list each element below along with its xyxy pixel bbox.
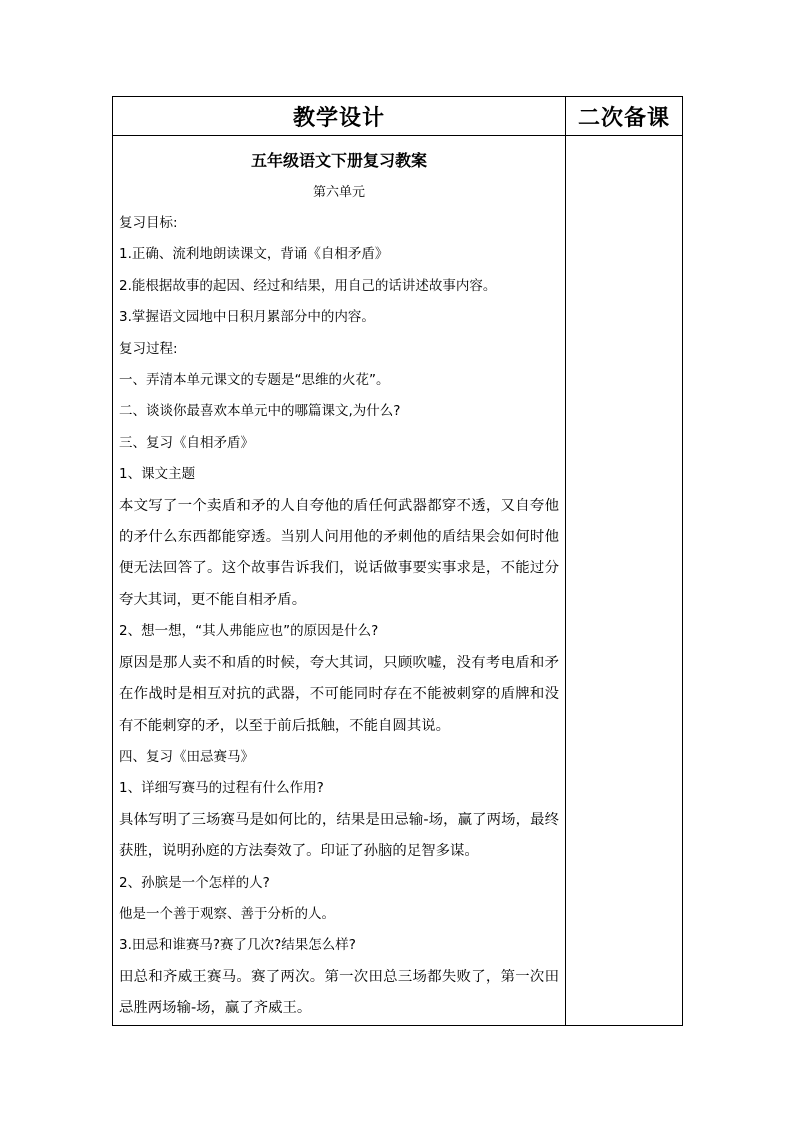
section-4-answer-3: 田总和齐威王赛马。赛了两次。第一次田总三场都失败了，第一次田忌胜两场输-场，赢了齐威王。 bbox=[119, 968, 559, 1017]
header-row bbox=[113, 97, 683, 136]
lesson-plan-table bbox=[112, 96, 683, 1026]
section-3-topic-heading: 1、课文主题 bbox=[119, 466, 196, 483]
section-3-question-2: 2、想一想，“其人弗能应也”的原因是什么? bbox=[119, 623, 379, 640]
teaching-design-content bbox=[113, 136, 565, 1025]
section-3-heading: 三、复习《自相矛盾》 bbox=[119, 434, 254, 451]
goal-2: 2.能根据故事的起因、经过和结果，用自己的话讲述故事内容。 bbox=[119, 277, 497, 294]
section-3-topic-paragraph: 本文写了一个卖盾和矛的人自夸他的盾任何武器都穿不透，又自夸他的矛什么东西都能穿透。当别人问用他的矛刺他的盾结果会如何时他便无法回答了。这个故事告诉我们，说话做事要实事求是，不能过分夸大其词，更不能自相矛盾。 bbox=[119, 497, 559, 608]
section-4-question-2: 2、孙膑是一个怎样的人? bbox=[119, 874, 270, 891]
section-4-question-1: 1、详细写赛马的过程有什么作用? bbox=[119, 780, 324, 797]
header-teaching-design: 教学设计 bbox=[113, 97, 566, 136]
review-goals-heading: 复习目标: bbox=[119, 215, 178, 231]
document-title: 五年级语文下册复习教案 bbox=[250, 151, 427, 170]
header-second-preparation: 二次备课 bbox=[566, 97, 683, 136]
goal-1: 1.正确、流利地朗读课文，背诵《自相矛盾》 bbox=[119, 246, 389, 263]
section-4-answer-1: 具体写明了三场赛马是如何比的，结果是田忌输-场，赢了两场，最终获胜，说明孙庭的方法奏效了。印证了孙脑的足智多谋。 bbox=[119, 811, 559, 860]
section-4-heading: 四、复习《田忌赛马》 bbox=[119, 748, 254, 765]
review-process-heading: 复习过程: bbox=[119, 340, 178, 357]
section-3-answer-2: 原因是那人卖不和盾的时候，夸大其词，只顾吹嘘，没有考电盾和矛在作战时是相互对抗的武器，不可能同时存在不能被刺穿的盾牌和没有不能刺穿的矛，以至于前后抵触，不能自圆其说。 bbox=[119, 654, 559, 734]
section-4-answer-2: 他是一个善于观察、善于分析的人。 bbox=[119, 905, 335, 922]
teaching-design-cell bbox=[113, 136, 566, 1026]
section-4-question-3: 3.田忌和谁赛马?赛了几次?结果怎么样? bbox=[119, 937, 356, 954]
unit-subtitle: 第六单元 bbox=[312, 185, 365, 200]
content-row bbox=[113, 136, 683, 1026]
step-1: 一、弄清本单元课文的专题是“思维的火花”。 bbox=[119, 372, 390, 389]
second-preparation-cell bbox=[566, 136, 683, 1026]
goal-3: 3.掌握语文园地中日积月累部分中的内容。 bbox=[119, 309, 375, 326]
step-2: 二、谈谈你最喜欢本单元中的哪篇课文,为什么? bbox=[119, 403, 401, 420]
